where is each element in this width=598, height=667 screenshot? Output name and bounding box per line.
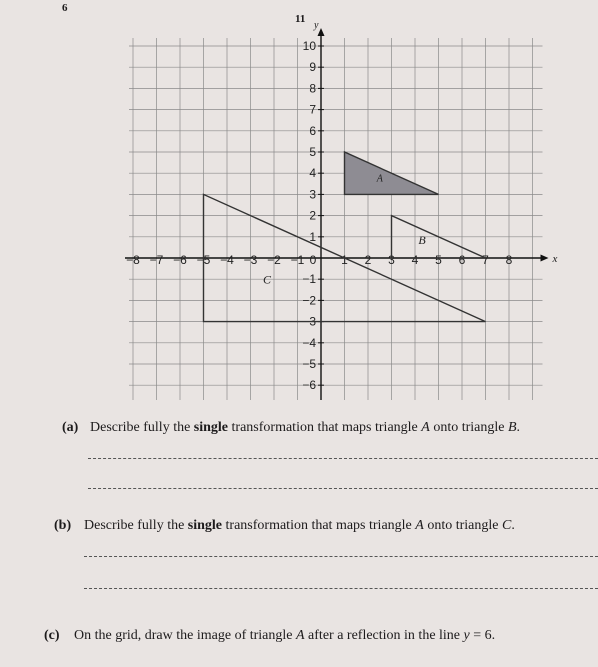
- question-a-text: [90, 420, 520, 436]
- question-b-bold-word: single: [187, 518, 223, 533]
- question-b-text-mid: onto triangle: [423, 518, 502, 533]
- y-tick-label: −5: [302, 357, 316, 371]
- x-tick-label: −1: [290, 253, 305, 267]
- x-tick-label: 0: [309, 253, 317, 267]
- x-tick-label: 1: [341, 253, 348, 267]
- question-b-text-post: transformation that maps triangle: [222, 518, 416, 533]
- y-tick-label: −6: [302, 378, 316, 393]
- y-tick-label: 9: [309, 60, 316, 75]
- triangle-c-label: C: [262, 272, 271, 287]
- question-b-triangle-from: A: [415, 518, 424, 533]
- question-a-text-mid: onto triangle: [429, 420, 508, 435]
- question-c-equation-var: y: [463, 628, 470, 643]
- x-axis-label: x: [552, 253, 558, 265]
- y-tick-label: 7: [309, 102, 316, 117]
- x-axis-arrow-icon: [541, 255, 549, 262]
- y-tick-label: −1: [302, 272, 316, 287]
- x-tick-label: 3: [388, 253, 395, 267]
- y-tick-label: 3: [309, 187, 316, 202]
- question-a-text-pre: Describe fully the: [90, 420, 194, 435]
- question-c-text-pre: On the grid, draw the image of triangle: [74, 628, 296, 643]
- y-tick-label: 5: [309, 145, 316, 159]
- question-a-text-end: .: [516, 420, 521, 435]
- x-tick-label: −4: [220, 253, 234, 267]
- question-b-text: [84, 518, 515, 534]
- question-b-label: (b): [54, 518, 72, 533]
- y-tick-label: 2: [309, 208, 316, 223]
- question-a-triangle-from: A: [421, 420, 430, 435]
- y-tick-label: −4: [302, 335, 316, 350]
- question-a-text-post: transformation that maps triangle: [228, 420, 422, 435]
- x-tick-label: −8: [126, 253, 140, 267]
- question-c-text-post: after a reflection in the line: [304, 628, 464, 643]
- x-tick-label: 5: [435, 253, 442, 267]
- x-tick-label: 8: [505, 253, 513, 267]
- y-tick-label: 10: [302, 39, 316, 53]
- x-tick-label: 6: [458, 253, 466, 267]
- question-a-bold-word: single: [193, 420, 229, 435]
- x-tick-label: −6: [173, 253, 187, 267]
- y-tick-label: 8: [309, 81, 316, 96]
- question-b-text-end: .: [511, 518, 515, 533]
- x-tick-label: −3: [243, 253, 258, 267]
- answer-line-b1[interactable]: [84, 556, 598, 557]
- x-tick-label: −7: [149, 253, 164, 267]
- answer-line-b2[interactable]: [84, 588, 598, 589]
- x-tick-label: −2: [267, 253, 281, 267]
- y-axis-label: y: [314, 20, 319, 31]
- answer-line-a1[interactable]: [88, 458, 598, 459]
- y-tick-label: −3: [302, 314, 316, 329]
- y-axis-arrow-icon: [318, 28, 325, 36]
- question-a-label: (a): [62, 420, 79, 435]
- triangle-b-label: B: [418, 233, 426, 248]
- question-c-text: [74, 628, 495, 644]
- y-tick-label: 6: [309, 123, 316, 138]
- question-c-equation-rest: = 6.: [469, 628, 496, 643]
- page-number: 11: [295, 13, 306, 25]
- y-tick-label: 1: [309, 229, 316, 244]
- question-b-text-pre: Describe fully the: [84, 518, 188, 533]
- x-tick-label: 7: [482, 253, 489, 267]
- question-a-triangle-to: B: [507, 420, 517, 435]
- x-tick-label: −5: [196, 253, 211, 267]
- x-tick-label: 4: [411, 253, 419, 267]
- y-tick-label: −2: [302, 293, 316, 308]
- top-number: 6: [62, 2, 68, 14]
- question-c-label: (c): [44, 628, 60, 643]
- y-tick-label: 4: [309, 166, 316, 181]
- question-b-triangle-to: C: [501, 518, 512, 533]
- triangle-a-label: A: [376, 173, 383, 185]
- question-c-triangle: A: [295, 628, 305, 643]
- answer-line-a2[interactable]: [88, 488, 598, 489]
- x-tick-label: 2: [364, 253, 372, 267]
